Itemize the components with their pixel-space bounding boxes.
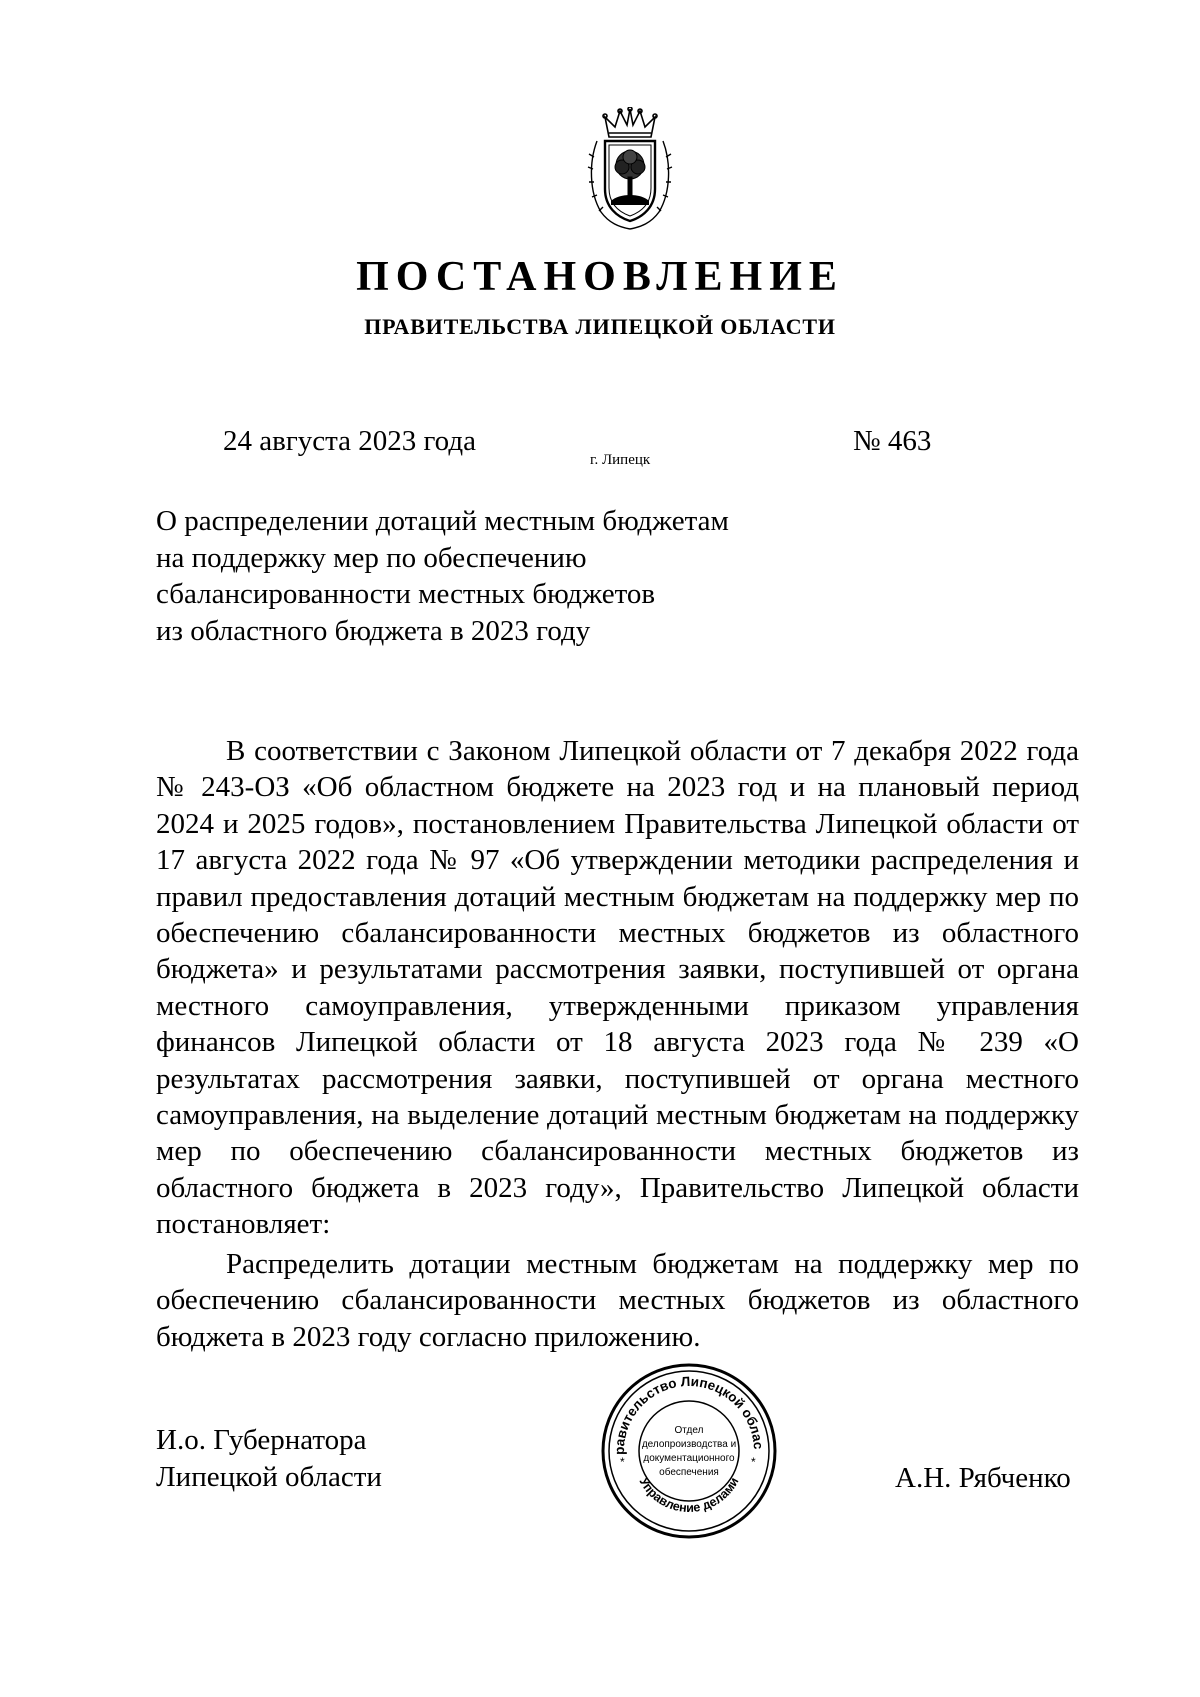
signatory-position-line: Липецкой области bbox=[156, 1461, 382, 1493]
signatory-position bbox=[156, 1422, 382, 1496]
signatory-position-line: И.о. Губернатора bbox=[156, 1424, 367, 1456]
stamp-inner-line: Отдел bbox=[674, 1425, 704, 1436]
stamp-star-icon: * bbox=[751, 1455, 756, 1469]
document-issuer: ПРАВИТЕЛЬСТВА ЛИПЕЦКОЙ ОБЛАСТИ bbox=[364, 314, 836, 339]
stamp-inner-line: документационного bbox=[643, 1453, 735, 1464]
signatory-name: А.Н. Рябченко bbox=[895, 1462, 1071, 1494]
coat-of-arms-icon bbox=[587, 107, 673, 233]
stamp-star-icon: * bbox=[620, 1455, 625, 1469]
svg-text:Управление делами bbox=[636, 1475, 741, 1515]
official-stamp bbox=[600, 1362, 778, 1540]
stamp-inner-line: обеспечения bbox=[659, 1467, 719, 1478]
subject-line: О распределении дотаций местным бюджетам bbox=[156, 505, 729, 537]
document-title: ПОСТАНОВЛЕНИЕ bbox=[356, 254, 844, 300]
subject-line: на поддержку мер по обеспечению bbox=[156, 541, 587, 574]
document-city: г. Липецк bbox=[590, 452, 651, 468]
document-number: № 463 bbox=[853, 425, 932, 457]
document-body bbox=[156, 733, 1079, 1355]
document-date: 24 августа 2023 года bbox=[223, 425, 476, 457]
subject-line: из областного бюджета в 2023 году bbox=[156, 614, 591, 647]
stamp-bottom-text: Управление делами bbox=[636, 1475, 742, 1516]
preamble-paragraph: В соответствии с Законом Липецкой области от 7 декабря 2022 года № 243-ОЗ «Об областном бюджете на 2023 год и на плановый период 2024 и 2025 годов», постановлением Правительства Липецкой области от 17 августа 2022 года № 97 «Об утверждении методики распределения и правил предоставления дотаций местным бюджетам на поддержку мер по обеспечению сбалансированности местных бюджетов из областного бюджета» и результатами рассмотрения заявки, поступившей от органа местного самоуправления, утвержденными приказом управления финансов Липецкой области от 18 августа 2023 года № 239 «О результатах рассмотрения заявки, поступившей от органа местного самоуправления, на выделение дотаций местным бюджетам на поддержку мер по обеспечению сбалансированности местных бюджетов из областного бюджета в 2023 году», Правительство Липецкой области постановляет: bbox=[156, 735, 1079, 1241]
stamp-inner-line: делопроизводства и bbox=[641, 1439, 737, 1450]
decision-paragraph: Распределить дотации местным бюджетам на поддержку мер по обеспечению сбалансированности местных бюджетов из областного бюджета в 2023 году согласно приложению. bbox=[156, 1247, 1079, 1353]
subject-line: сбалансированности местных бюджетов bbox=[156, 578, 656, 610]
document-subject bbox=[156, 503, 856, 649]
stamp-outer-text: равительство Липецкой облас bbox=[611, 1373, 767, 1455]
